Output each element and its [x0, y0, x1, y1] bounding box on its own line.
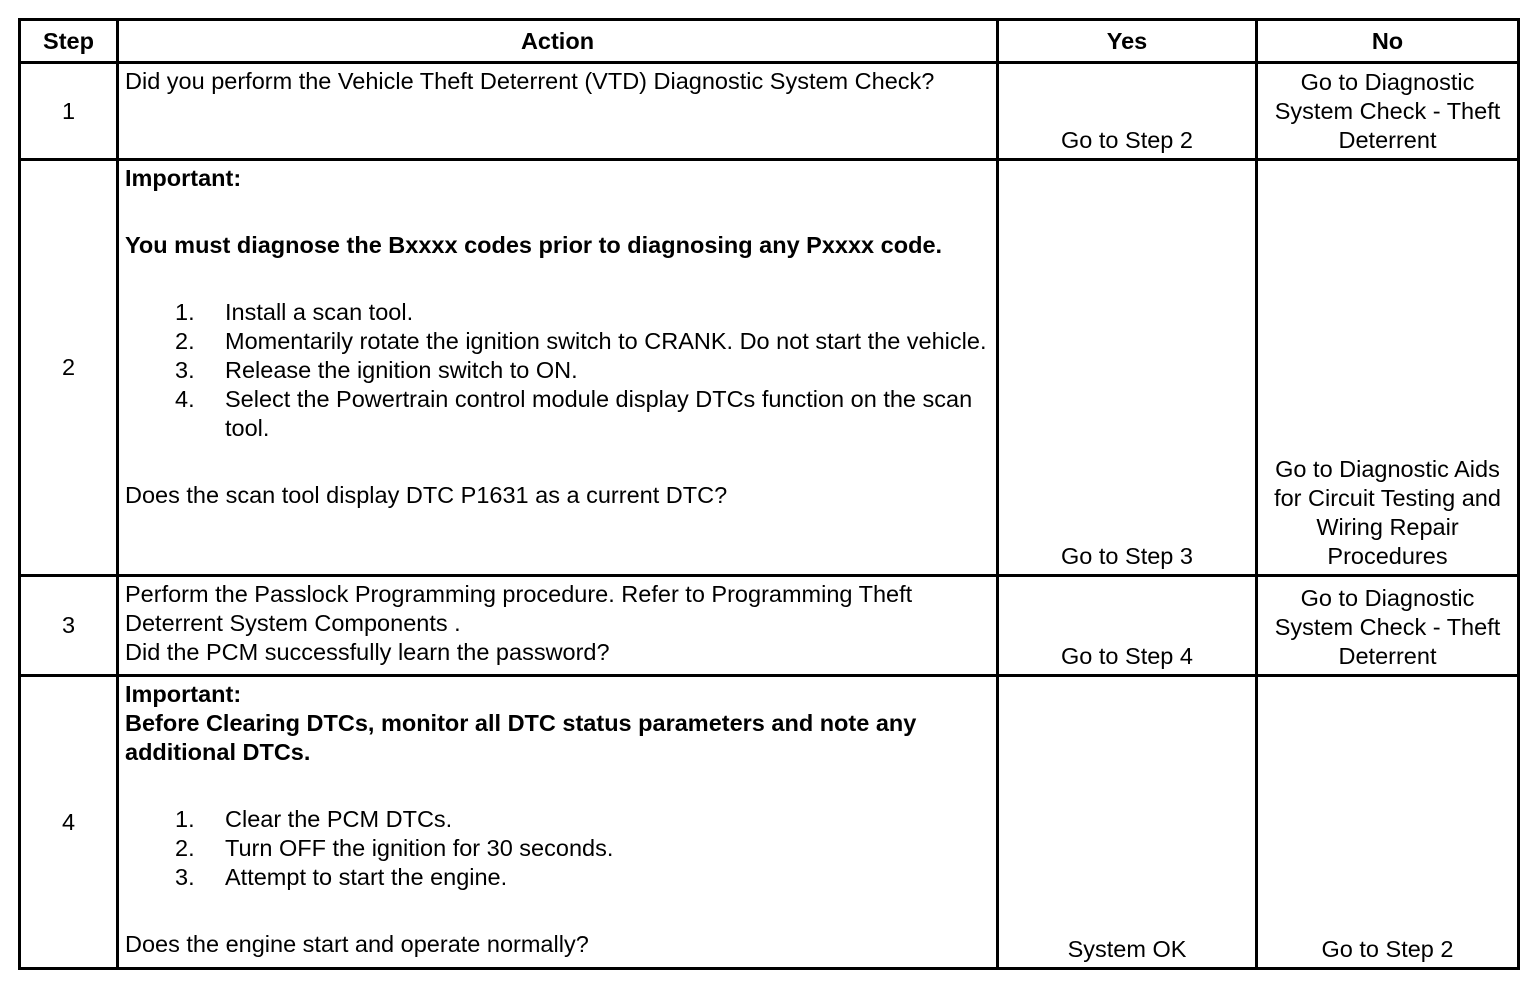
list-number: 4.: [175, 386, 195, 412]
action-cell: [118, 676, 998, 969]
action-instruction: Perform the Passlock Programming procedure. Refer to Programming Theft Deterrent System Components .: [125, 581, 913, 636]
no-cell: Go to Diagnostic System Check - Theft Deterrent: [1257, 576, 1519, 676]
list-item: [125, 805, 990, 834]
list-item: [125, 834, 990, 863]
list-number: 2.: [175, 328, 195, 354]
action-question: Did you perform the Vehicle Theft Deterrent (VTD) Diagnostic System Check?: [125, 68, 935, 94]
action-question: Does the engine start and operate normally?: [125, 931, 589, 957]
important-text: You must diagnose the Bxxxx codes prior to diagnosing any Pxxxx code.: [125, 232, 943, 258]
header-step: Step: [20, 20, 118, 63]
list-text: Clear the PCM DTCs.: [225, 806, 453, 832]
step-number: 4: [20, 676, 118, 969]
yes-cell: System OK: [998, 676, 1257, 969]
list-number: 1.: [175, 299, 195, 325]
yes-cell: Go to Step 3: [998, 160, 1257, 576]
instruction-list: [125, 298, 990, 443]
list-item: [125, 327, 990, 356]
action-cell: [118, 160, 998, 576]
important-label: Important:: [125, 165, 242, 191]
header-no: No: [1257, 20, 1519, 63]
action-cell: [118, 576, 998, 676]
header-yes: Yes: [998, 20, 1257, 63]
header-row: [20, 20, 1519, 63]
action-cell: [118, 63, 998, 160]
table-row: [20, 676, 1519, 969]
list-text: Turn OFF the ignition for 30 seconds.: [225, 835, 614, 861]
list-item: [125, 385, 990, 443]
step-number: 3: [20, 576, 118, 676]
list-text: Release the ignition switch to ON.: [225, 357, 578, 383]
list-number: 3.: [175, 864, 195, 890]
header-action: Action: [118, 20, 998, 63]
instruction-list: [125, 805, 990, 892]
list-number: 1.: [175, 806, 195, 832]
yes-cell: Go to Step 2: [998, 63, 1257, 160]
table-row: [20, 63, 1519, 160]
no-cell: Go to Step 2: [1257, 676, 1519, 969]
list-number: 2.: [175, 835, 195, 861]
no-cell: Go to Diagnostic Aids for Circuit Testing and Wiring Repair Procedures: [1257, 160, 1519, 576]
list-text: Momentarily rotate the ignition switch to CRANK. Do not start the vehicle.: [225, 328, 987, 354]
list-item: [125, 863, 990, 892]
important-label: Important:: [125, 681, 242, 707]
action-question: Does the scan tool display DTC P1631 as a current DTC?: [125, 482, 728, 508]
step-number: 1: [20, 63, 118, 160]
diagnostic-table: [18, 18, 1520, 970]
no-cell: Go to Diagnostic System Check - Theft Deterrent: [1257, 63, 1519, 160]
step-number: 2: [20, 160, 118, 576]
list-item: [125, 356, 990, 385]
list-text: Select the Powertrain control module display DTCs function on the scan tool.: [225, 386, 973, 441]
yes-cell: Go to Step 4: [998, 576, 1257, 676]
list-item: [125, 298, 990, 327]
table-row: [20, 576, 1519, 676]
list-text: Attempt to start the engine.: [225, 864, 508, 890]
list-number: 3.: [175, 357, 195, 383]
list-text: Install a scan tool.: [225, 299, 414, 325]
action-question: Did the PCM successfully learn the password?: [125, 639, 610, 665]
table-row: [20, 160, 1519, 576]
important-text: Before Clearing DTCs, monitor all DTC status parameters and note any additional DTCs.: [125, 710, 917, 765]
